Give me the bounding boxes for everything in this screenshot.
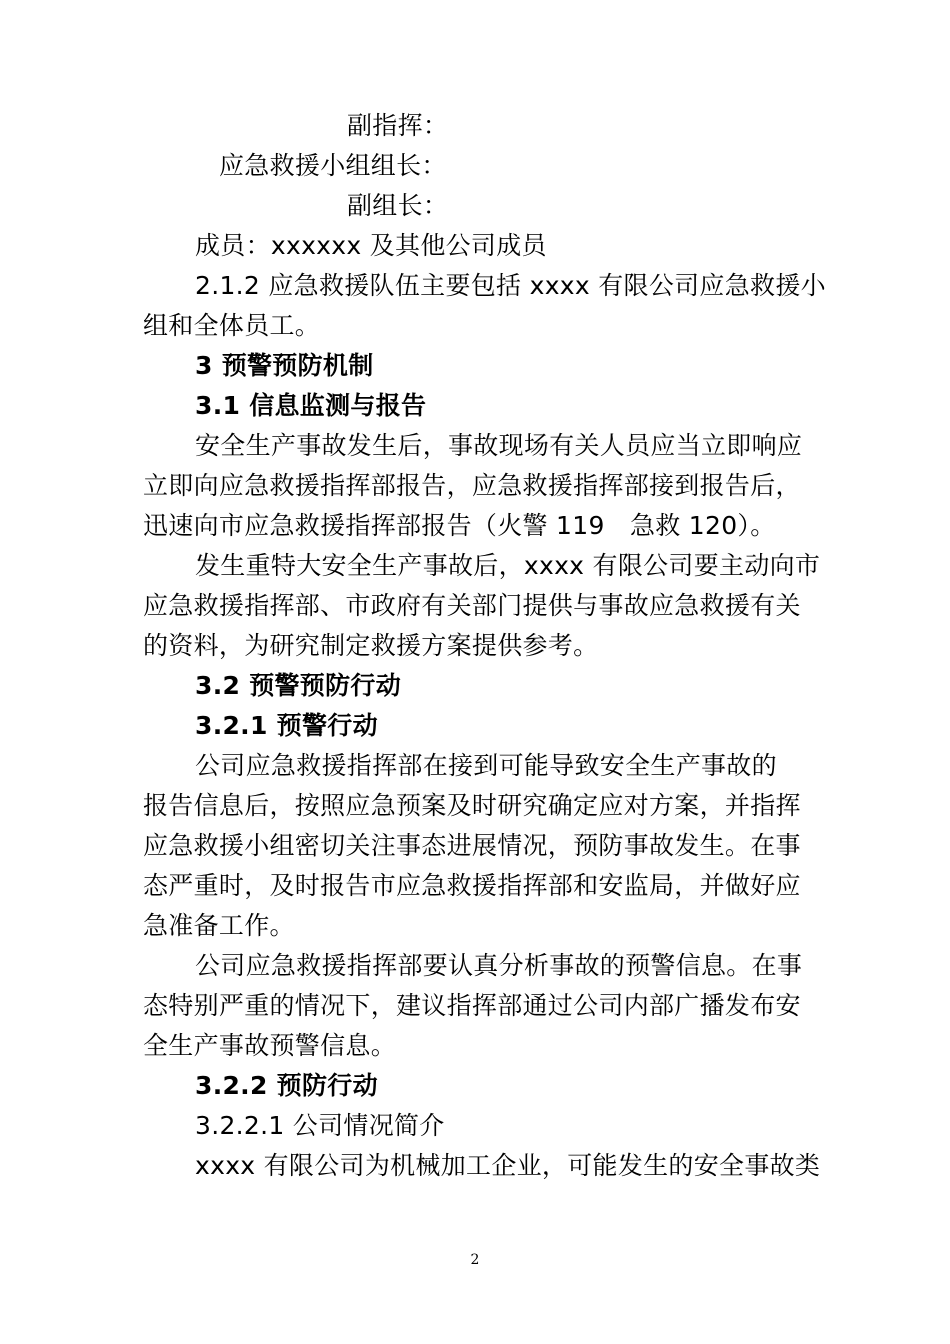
- paragraph-line: xxxx 有限公司为机械加工企业，可能发生的安全事故类: [195, 1151, 821, 1180]
- paragraph-line: 立即向应急救援指挥部报告，应急救援指挥部接到报告后，: [143, 471, 801, 500]
- paragraph-line: 迅速向市应急救援指挥部报告（火警 119 急救 120）。: [143, 511, 776, 540]
- rescue-team-leader-label: 应急救援小组组长：: [219, 151, 447, 180]
- deputy-leader-label: 副组长：: [347, 191, 449, 220]
- section-heading: 3 预警预防机制: [195, 351, 374, 380]
- paragraph-line: 安全生产事故发生后，事故现场有关人员应当立即响应: [195, 431, 803, 460]
- deputy-commander-label: 副指挥：: [347, 111, 449, 140]
- paragraph-line: 2.1.2 应急救援队伍主要包括 xxxx 有限公司应急救援小: [195, 271, 826, 300]
- paragraph-line: 发生重特大安全生产事故后，xxxx 有限公司要主动向市: [195, 551, 821, 580]
- paragraph-line: 组和全体员工。: [143, 311, 321, 340]
- subsection-heading: 3.2 预警预防行动: [195, 671, 401, 700]
- subsection-heading: 3.1 信息监测与报告: [195, 391, 427, 420]
- paragraph-line: 的资料，为研究制定救援方案提供参考。: [143, 631, 599, 660]
- subsubsection-heading: 3.2.1 预警行动: [195, 711, 378, 740]
- paragraph-line: 全生产事故预警信息。: [143, 1031, 397, 1060]
- subsubsection-heading: 3.2.2 预防行动: [195, 1071, 378, 1100]
- paragraph-line: 态特别严重的情况下，建议指挥部通过公司内部广播发布安: [143, 991, 801, 1020]
- paragraph-line: 公司应急救援指挥部要认真分析事故的预警信息。在事: [195, 951, 803, 980]
- sub-item-heading: 3.2.2.1 公司情况简介: [195, 1111, 445, 1140]
- paragraph-line: 急准备工作。: [143, 911, 295, 940]
- paragraph-line: 态严重时，及时报告市应急救援指挥部和安监局，并做好应: [143, 871, 801, 900]
- paragraph-line: 公司应急救援指挥部在接到可能导致安全生产事故的: [195, 751, 777, 780]
- paragraph-line: 应急救援指挥部、市政府有关部门提供与事故应急救援有关: [143, 591, 801, 620]
- paragraph-line: 应急救援小组密切关注事态进展情况，预防事故发生。在事: [143, 831, 801, 860]
- members-line: 成员：xxxxxx 及其他公司成员: [195, 231, 547, 260]
- page-number: 2: [470, 1252, 480, 1268]
- paragraph-line: 报告信息后，按照应急预案及时研究确定应对方案，并指挥: [143, 791, 801, 820]
